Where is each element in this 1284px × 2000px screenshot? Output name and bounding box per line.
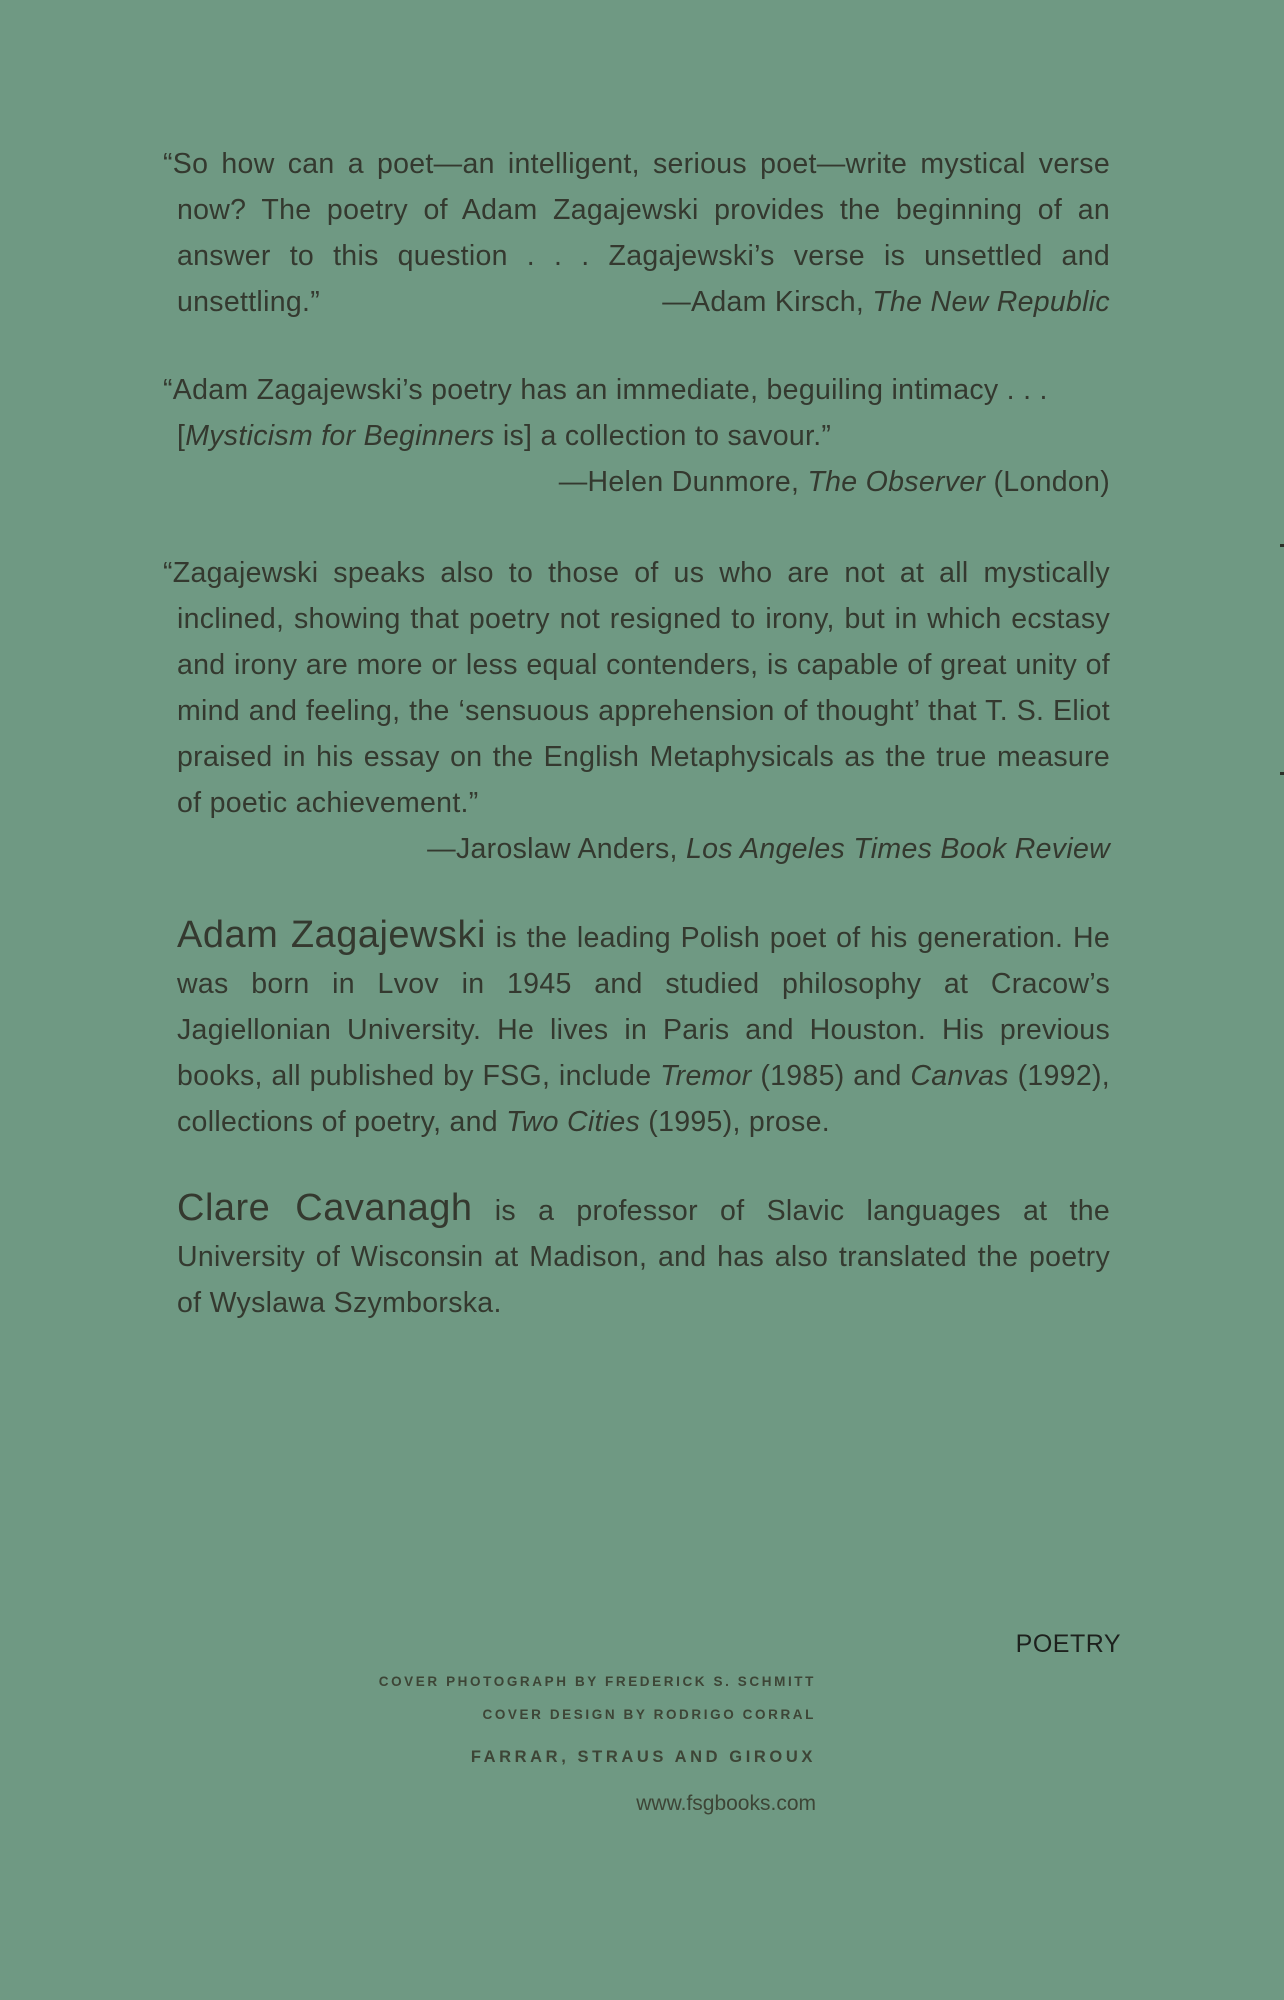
category-label: POETRY [1015, 1630, 1121, 1658]
book-title-two-cities: Two Cities [506, 1106, 641, 1138]
translator-bio: Clare Cavanagh is a professor of Slavic languages at the University of Wisconsin at Madison, and has also translated the poetry of Wyslawa Szymborska. [177, 1187, 1110, 1319]
blurb-quote-3-attribution: —Jaroslaw Anders, Los Angeles Times Book Review [427, 833, 1110, 865]
cover-photo-credit: COVER PHOTOGRAPH BY FREDERICK S. SCHMITT [378, 1674, 816, 1689]
publisher-name: FARRAR, STRAUS AND GIROUX [470, 1748, 816, 1766]
blurb-quote-2-source: The Observer [807, 466, 986, 498]
book-title-tremor: Tremor [660, 1060, 752, 1092]
cover-design-credit: COVER DESIGN BY RODRIGO CORRAL [482, 1707, 816, 1722]
blurb-quote-1-source: The New Republic [872, 286, 1110, 318]
translator-name: Clare Cavanagh [177, 1187, 473, 1229]
author-bio: Adam Zagajewski is the leading Polish poet of his generation. He was born in Lvov in 1945 and studied philosophy at Cracow’s Jagiellonian University. He lives in Paris and Houston. His previous books, all published by FSG, include Tremor (1985) and Canvas (1992), collections of poetry, and Two Cities (1995), prose. [177, 914, 1110, 1138]
blurb-quote-3-source: Los Angeles Times Book Review [686, 833, 1110, 865]
blurb-quote-2-attribution: —Helen Dunmore, The Observer (London) [558, 466, 1110, 498]
crop-mark-top [1280, 544, 1284, 547]
author-name: Adam Zagajewski [177, 914, 486, 956]
book-title-canvas: Canvas [910, 1060, 1009, 1092]
blurb-quote-2-text: “Adam Zagajewski’s poetry has an immediate, beguiling intimacy . . . [Mysticism for Beginners is] a collection to savour.” [163, 374, 1048, 452]
blurb-quote-3-text: “Zagajewski speaks also to those of us who are not at all mystically inclined, showing that poetry not resigned to irony, but in which ecstasy and irony are more or less equal contenders, is capable of great unity of mind and feeling, the ‘sensuous apprehension of thought’ that T. S. Eliot praised in his essay on the English Metaphysicals as the true measure of poetic achievement.” [163, 557, 1110, 819]
crop-mark-bottom [1280, 772, 1284, 775]
blurb-quote-1-text: “So how can a poet—an intelligent, serious poet—write mystical verse now? The poetry of Adam Zagajewski provides the beginning of an answer to this question . . . Zagajewski’s verse is unsettled and unsettling.” —Adam Kirsch, The New Republic [160, 141, 1110, 325]
blurb-quote-3 [160, 550, 1110, 872]
book-title-mysticism: Mysticism for Beginners [185, 420, 495, 452]
publisher-url: www.fsgbooks.com [636, 1792, 816, 1815]
blurb-quote-2 [160, 367, 1110, 505]
blurb-quote-1-attribution: —Adam Kirsch, The New Republic [662, 286, 1110, 318]
blurb-quote-1 [160, 141, 1110, 325]
